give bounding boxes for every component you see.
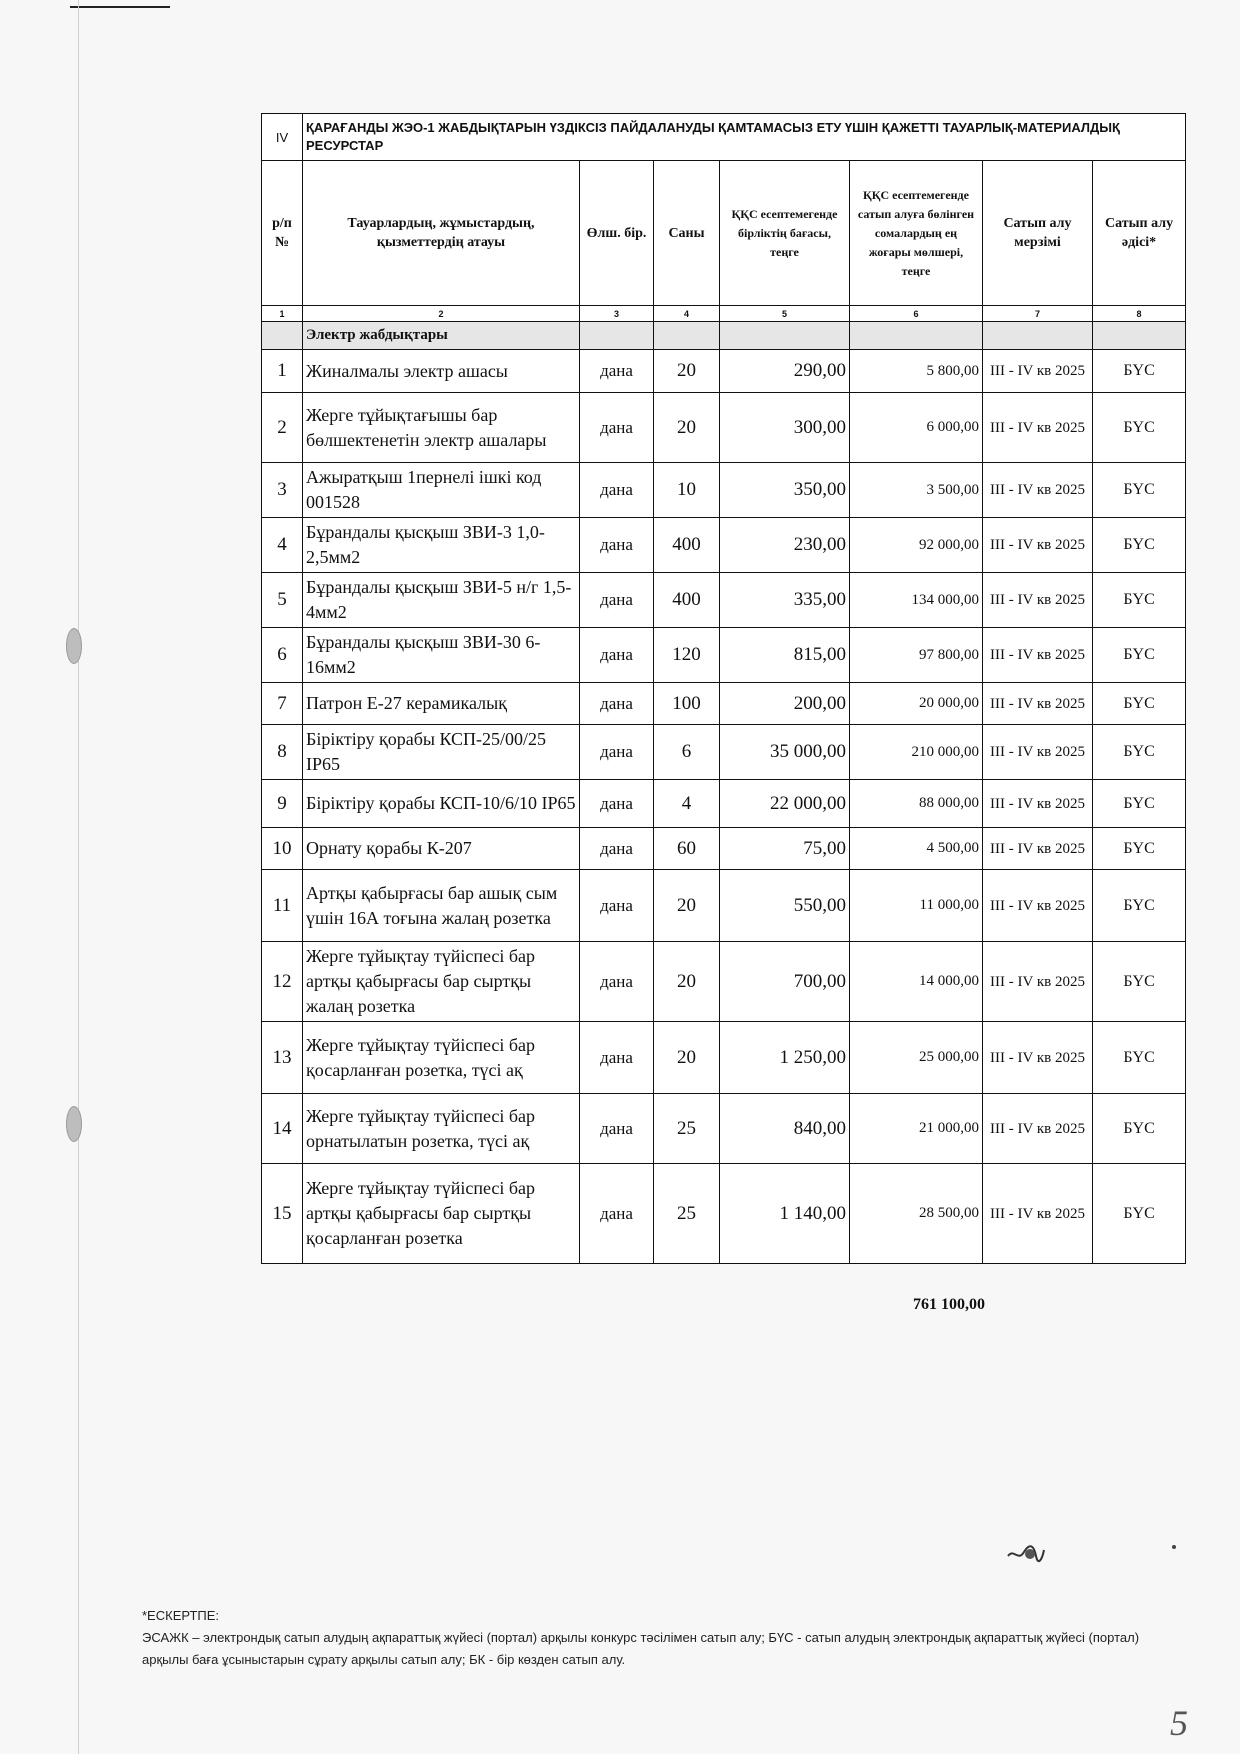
purchase-method: БҮС [1093, 683, 1186, 725]
max-amount: 3 500,00 [850, 463, 983, 518]
table-row [262, 1164, 1186, 1264]
signature-mark [1006, 1538, 1046, 1568]
column-number: 6 [850, 306, 983, 322]
page-number: 5 [1170, 1703, 1188, 1743]
unit-price: 1 250,00 [720, 1022, 850, 1094]
purchase-method: БҮС [1093, 725, 1186, 780]
purchase-method: БҮС [1093, 350, 1186, 393]
purchase-period: III - IV кв 2025 [983, 350, 1093, 393]
item-name: Бұрандалы қысқыш ЗВИ-3 1,0-2,5мм2 [303, 518, 580, 573]
group-row-spacer [580, 322, 654, 350]
unit-price: 22 000,00 [720, 780, 850, 828]
table-row [262, 463, 1186, 518]
unit-price: 35 000,00 [720, 725, 850, 780]
header-unit-price: ҚҚС есептемегенде бірліктің бағасы, теңге [720, 161, 850, 306]
unit-price: 350,00 [720, 463, 850, 518]
table-row [262, 573, 1186, 628]
unit-price: 700,00 [720, 942, 850, 1022]
item-name: Жиналмалы электр ашасы [303, 350, 580, 393]
table-row [262, 350, 1186, 393]
purchase-method: БҮС [1093, 1022, 1186, 1094]
group-row-spacer [720, 322, 850, 350]
punch-hole-top [66, 628, 82, 664]
row-number: 6 [262, 628, 303, 683]
group-row-spacer [262, 322, 303, 350]
unit: дана [580, 870, 654, 942]
unit: дана [580, 942, 654, 1022]
unit: дана [580, 393, 654, 463]
grand-total: 761 100,00 [913, 1296, 985, 1313]
item-name: Жерге тұйықтау түйіспесі бар қосарланған розетка, түсі ақ [303, 1022, 580, 1094]
table-row [262, 518, 1186, 573]
column-number: 8 [1093, 306, 1186, 322]
quantity: 20 [654, 350, 720, 393]
item-name: Жерге тұйықтау түйіспесі бар артқы қабырғасы бар сыртқы қосарланған розетка [303, 1164, 580, 1264]
table-row [262, 780, 1186, 828]
ink-dot [1172, 1545, 1176, 1549]
header-item-name: Тауарлардың, жұмыстардың, қызметтердің атауы [303, 161, 580, 306]
group-row-spacer [850, 322, 983, 350]
header-unit: Өлш. бір. [580, 161, 654, 306]
purchase-period: III - IV кв 2025 [983, 573, 1093, 628]
section-header-row [262, 114, 1186, 161]
purchase-method: БҮС [1093, 1164, 1186, 1264]
unit: дана [580, 350, 654, 393]
group-row-spacer [983, 322, 1093, 350]
table-row [262, 683, 1186, 725]
quantity: 100 [654, 683, 720, 725]
row-number: 10 [262, 828, 303, 870]
purchase-period: III - IV кв 2025 [983, 463, 1093, 518]
purchase-period: III - IV кв 2025 [983, 393, 1093, 463]
row-number: 12 [262, 942, 303, 1022]
quantity: 60 [654, 828, 720, 870]
table-row [262, 725, 1186, 780]
header-row-number: р/п № [262, 161, 303, 306]
header-quantity: Саны [654, 161, 720, 306]
purchase-method: БҮС [1093, 628, 1186, 683]
max-amount: 92 000,00 [850, 518, 983, 573]
group-row [262, 322, 1186, 350]
column-number: 3 [580, 306, 654, 322]
unit: дана [580, 780, 654, 828]
table-row [262, 942, 1186, 1022]
group-row-spacer [1093, 322, 1186, 350]
purchase-method: БҮС [1093, 1094, 1186, 1164]
max-amount: 6 000,00 [850, 393, 983, 463]
purchase-method: БҮС [1093, 942, 1186, 1022]
item-name: Ажыратқыш 1пернелі ішкі код 001528 [303, 463, 580, 518]
purchase-period: III - IV кв 2025 [983, 1094, 1093, 1164]
unit-price: 815,00 [720, 628, 850, 683]
unit-price: 1 140,00 [720, 1164, 850, 1264]
purchase-period: III - IV кв 2025 [983, 828, 1093, 870]
purchase-method: БҮС [1093, 828, 1186, 870]
item-name: Патрон Е-27 керамикалық [303, 683, 580, 725]
max-amount: 28 500,00 [850, 1164, 983, 1264]
item-name: Біріктіру қорабы КСП-10/6/10 IP65 [303, 780, 580, 828]
column-number: 4 [654, 306, 720, 322]
group-label: Электр жабдықтары [303, 322, 580, 350]
quantity: 120 [654, 628, 720, 683]
row-number: 5 [262, 573, 303, 628]
column-number-row [262, 306, 1186, 322]
unit: дана [580, 683, 654, 725]
item-name: Жерге тұйықтау түйіспесі бар орнатылатын розетка, түсі ақ [303, 1094, 580, 1164]
unit-price: 335,00 [720, 573, 850, 628]
table-row [262, 393, 1186, 463]
table-row [262, 870, 1186, 942]
unit-price: 230,00 [720, 518, 850, 573]
row-number: 9 [262, 780, 303, 828]
row-number: 15 [262, 1164, 303, 1264]
item-name: Бұрандалы қысқыш ЗВИ-5 н/г 1,5-4мм2 [303, 573, 580, 628]
group-row-spacer [654, 322, 720, 350]
punch-hole-bottom [66, 1106, 82, 1142]
max-amount: 97 800,00 [850, 628, 983, 683]
row-number: 1 [262, 350, 303, 393]
row-number: 4 [262, 518, 303, 573]
quantity: 25 [654, 1094, 720, 1164]
unit-price: 300,00 [720, 393, 850, 463]
unit-price: 290,00 [720, 350, 850, 393]
unit-price: 75,00 [720, 828, 850, 870]
purchase-method: БҮС [1093, 573, 1186, 628]
quantity: 4 [654, 780, 720, 828]
row-number: 8 [262, 725, 303, 780]
purchase-period: III - IV кв 2025 [983, 870, 1093, 942]
quantity: 20 [654, 942, 720, 1022]
max-amount: 88 000,00 [850, 780, 983, 828]
unit-price: 200,00 [720, 683, 850, 725]
max-amount: 210 000,00 [850, 725, 983, 780]
unit: дана [580, 1164, 654, 1264]
row-number: 11 [262, 870, 303, 942]
column-number: 7 [983, 306, 1093, 322]
purchase-period: III - IV кв 2025 [983, 518, 1093, 573]
section-number: IV [262, 114, 303, 161]
column-number: 5 [720, 306, 850, 322]
purchase-method: БҮС [1093, 780, 1186, 828]
max-amount: 21 000,00 [850, 1094, 983, 1164]
row-number: 14 [262, 1094, 303, 1164]
header-max-amount: ҚҚС есептемегенде сатып алуға бөлінген сомалардың ең жоғары мөлшері, теңге [850, 161, 983, 306]
item-name: Жерге тұйықтау түйіспесі бар артқы қабырғасы бар сыртқы жалаң розетка [303, 942, 580, 1022]
footnote [142, 1605, 1182, 1671]
row-number: 2 [262, 393, 303, 463]
column-number: 2 [303, 306, 580, 322]
purchase-period: III - IV кв 2025 [983, 628, 1093, 683]
unit: дана [580, 725, 654, 780]
item-name: Біріктіру қорабы КСП-25/00/25 IP65 [303, 725, 580, 780]
table-row [262, 1094, 1186, 1164]
max-amount: 5 800,00 [850, 350, 983, 393]
purchase-method: БҮС [1093, 870, 1186, 942]
row-number: 3 [262, 463, 303, 518]
item-name: Артқы қабырғасы бар ашық сым үшін 16А тоғына жалаң розетка [303, 870, 580, 942]
purchase-method: БҮС [1093, 463, 1186, 518]
header-purchase-period: Сатып алу мерзімі [983, 161, 1093, 306]
max-amount: 20 000,00 [850, 683, 983, 725]
table-row [262, 828, 1186, 870]
row-number: 7 [262, 683, 303, 725]
unit: дана [580, 463, 654, 518]
unit: дана [580, 828, 654, 870]
purchase-method: БҮС [1093, 518, 1186, 573]
quantity: 400 [654, 518, 720, 573]
item-name: Жерге тұйықтағышы бар бөлшектенетін электр ашалары [303, 393, 580, 463]
max-amount: 25 000,00 [850, 1022, 983, 1094]
scan-margin-line [78, 0, 79, 1754]
table-row [262, 1022, 1186, 1094]
purchase-period: III - IV кв 2025 [983, 1164, 1093, 1264]
footnote-title: *ЕСКЕРТПЕ: [142, 1608, 220, 1623]
purchase-method: БҮС [1093, 393, 1186, 463]
purchase-period: III - IV кв 2025 [983, 942, 1093, 1022]
unit: дана [580, 518, 654, 573]
quantity: 20 [654, 1022, 720, 1094]
quantity: 10 [654, 463, 720, 518]
quantity: 20 [654, 870, 720, 942]
max-amount: 134 000,00 [850, 573, 983, 628]
max-amount: 14 000,00 [850, 942, 983, 1022]
quantity: 25 [654, 1164, 720, 1264]
header-purchase-method: Сатып алу әдісі* [1093, 161, 1186, 306]
purchase-period: III - IV кв 2025 [983, 725, 1093, 780]
table-row [262, 628, 1186, 683]
unit: дана [580, 1022, 654, 1094]
purchase-period: III - IV кв 2025 [983, 1022, 1093, 1094]
column-number: 1 [262, 306, 303, 322]
unit: дана [580, 573, 654, 628]
max-amount: 11 000,00 [850, 870, 983, 942]
section-title: ҚАРАҒАНДЫ ЖЭО-1 ЖАБДЫҚТАРЫН ҮЗДІКСІЗ ПАЙДАЛАНУДЫ ҚАМТАМАСЫЗ ЕТУ ҮШІН ҚАЖЕТТІ ТАУАРЛЫҚ-МАТЕРИАЛДЫҚ РЕСУРСТАР [303, 114, 1186, 161]
unit: дана [580, 1094, 654, 1164]
quantity: 6 [654, 725, 720, 780]
purchase-period: III - IV кв 2025 [983, 780, 1093, 828]
unit-price: 550,00 [720, 870, 850, 942]
scan-edge-line [70, 6, 170, 8]
item-name: Орнату қорабы К-207 [303, 828, 580, 870]
max-amount: 4 500,00 [850, 828, 983, 870]
quantity: 400 [654, 573, 720, 628]
procurement-table [261, 113, 1186, 1264]
unit: дана [580, 628, 654, 683]
unit-price: 840,00 [720, 1094, 850, 1164]
item-name: Бұрандалы қысқыш ЗВИ-30 6-16мм2 [303, 628, 580, 683]
footnote-text: ЭСАЖК – электрондық сатып алудың ақпараттық жүйесі (портал) арқылы конкурс тәсілімен сатып алу; БҮС - сатып алудың электрондық ақпараттық жүйесі (портал) арқылы баға ұсыныстарын сұрату арқылы сатып алу; БК - бір көзден сатып алу. [142, 1630, 1140, 1667]
row-number: 13 [262, 1022, 303, 1094]
column-header-row [262, 161, 1186, 306]
quantity: 20 [654, 393, 720, 463]
purchase-period: III - IV кв 2025 [983, 683, 1093, 725]
